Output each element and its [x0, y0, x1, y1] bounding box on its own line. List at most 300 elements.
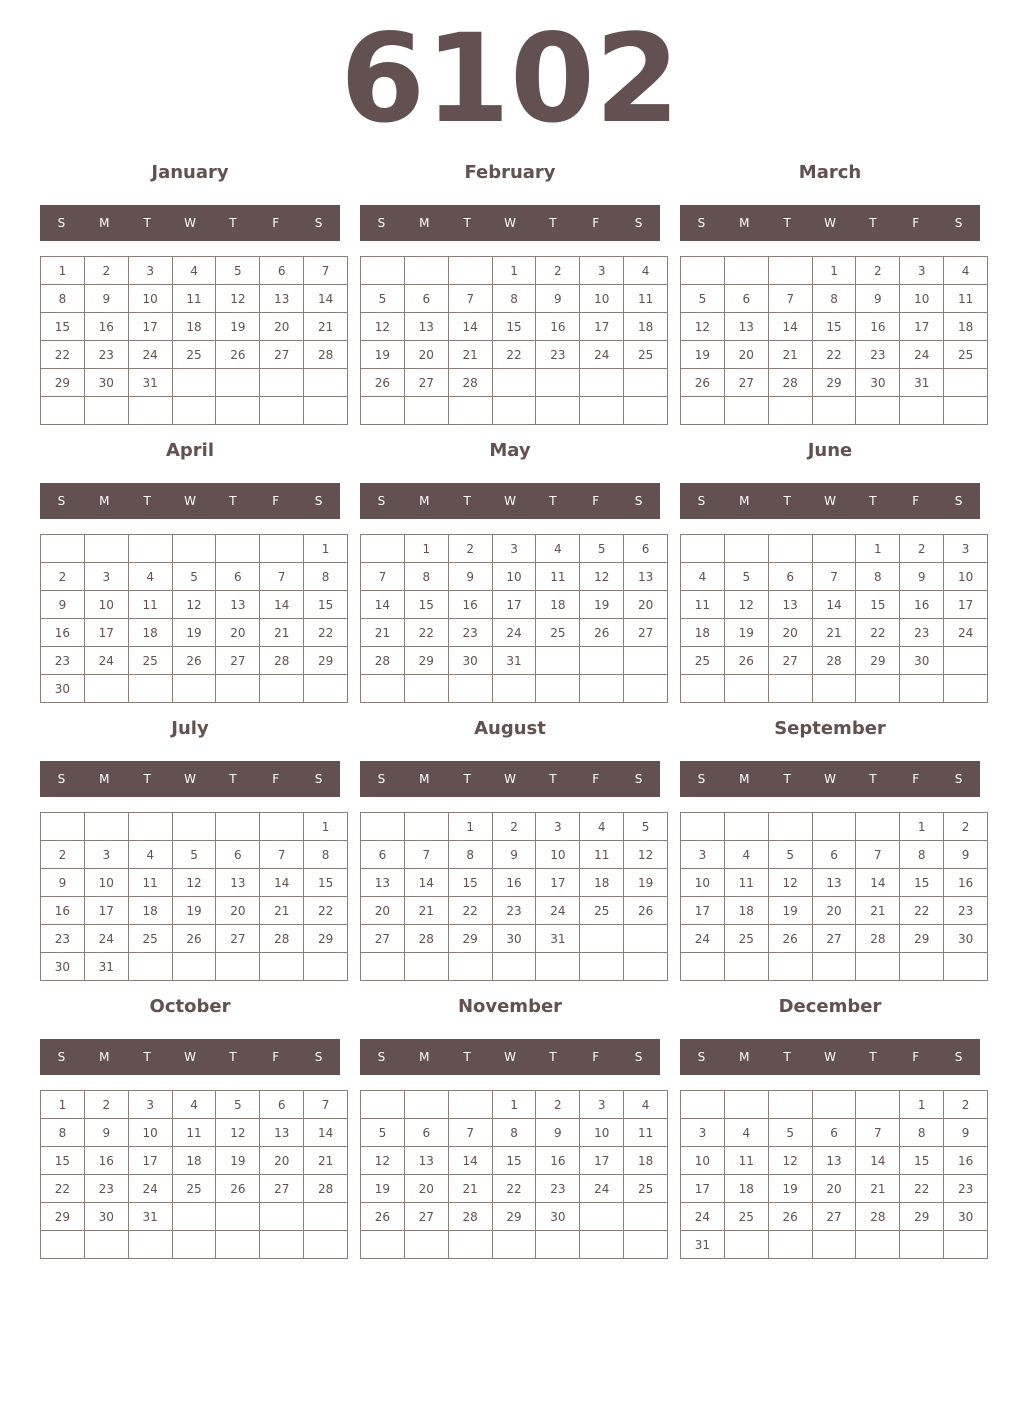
day-cell: 2 — [84, 1091, 128, 1119]
empty-day-cell — [624, 953, 668, 981]
empty-day-cell — [41, 1231, 85, 1259]
week-row — [361, 897, 668, 925]
day-cell: 13 — [812, 1147, 856, 1175]
day-cell: 18 — [172, 1147, 216, 1175]
empty-day-cell — [724, 953, 768, 981]
day-cell: 8 — [404, 563, 448, 591]
weekday-label: W — [184, 772, 196, 786]
empty-day-cell — [944, 397, 988, 425]
week-row — [41, 1175, 348, 1203]
day-cell: 21 — [768, 341, 812, 369]
weekday-label: F — [272, 494, 280, 508]
day-cell: 11 — [724, 869, 768, 897]
empty-day-cell — [41, 813, 85, 841]
month-name: January — [151, 162, 229, 183]
week-row — [41, 591, 348, 619]
empty-day-cell — [624, 1203, 668, 1231]
day-cell: 31 — [492, 647, 536, 675]
day-cell: 17 — [681, 897, 725, 925]
week-row — [361, 925, 668, 953]
day-cell: 16 — [41, 897, 85, 925]
weekday-label: W — [184, 1050, 196, 1064]
day-cell: 26 — [681, 369, 725, 397]
day-cell: 1 — [41, 1091, 85, 1119]
week-row — [361, 535, 668, 563]
empty-day-cell — [900, 953, 944, 981]
day-cell: 18 — [724, 897, 768, 925]
day-cell: 26 — [768, 925, 812, 953]
month-name: September — [774, 718, 886, 739]
day-cell: 14 — [304, 285, 348, 313]
month-name: December — [778, 996, 882, 1017]
empty-day-cell — [768, 535, 812, 563]
day-cell: 5 — [768, 841, 812, 869]
day-cell: 26 — [216, 1175, 260, 1203]
empty-day-cell — [492, 369, 536, 397]
day-cell: 19 — [768, 897, 812, 925]
day-cell: 19 — [216, 313, 260, 341]
day-cell: 24 — [536, 897, 580, 925]
day-cell: 29 — [304, 925, 348, 953]
day-cell: 6 — [361, 841, 405, 869]
day-cell: 31 — [536, 925, 580, 953]
day-cell: 21 — [856, 897, 900, 925]
day-cell: 1 — [812, 257, 856, 285]
day-cell: 5 — [624, 813, 668, 841]
day-grid — [360, 256, 668, 425]
day-cell: 28 — [768, 369, 812, 397]
day-cell: 30 — [448, 647, 492, 675]
day-cell: 16 — [84, 1147, 128, 1175]
empty-day-cell — [724, 257, 768, 285]
day-cell: 10 — [900, 285, 944, 313]
day-cell: 17 — [128, 1147, 172, 1175]
weekday-label: M — [419, 772, 430, 786]
empty-day-cell — [304, 369, 348, 397]
week-row — [681, 1203, 988, 1231]
day-cell: 11 — [681, 591, 725, 619]
weekday-label: S — [377, 216, 386, 230]
empty-day-cell — [448, 1091, 492, 1119]
day-cell: 20 — [216, 897, 260, 925]
day-cell: 11 — [624, 285, 668, 313]
day-cell: 10 — [580, 285, 624, 313]
day-cell: 14 — [260, 591, 304, 619]
day-cell: 29 — [856, 647, 900, 675]
day-cell: 20 — [404, 1175, 448, 1203]
weekday-label: S — [697, 216, 706, 230]
day-cell: 17 — [84, 619, 128, 647]
day-cell: 25 — [724, 925, 768, 953]
day-grid — [40, 812, 348, 981]
day-cell: 11 — [624, 1119, 668, 1147]
day-cell: 27 — [404, 1203, 448, 1231]
empty-day-cell — [404, 257, 448, 285]
day-cell: 27 — [216, 647, 260, 675]
day-cell: 21 — [361, 619, 405, 647]
day-cell: 9 — [41, 591, 85, 619]
empty-day-cell — [448, 397, 492, 425]
day-cell: 20 — [812, 1175, 856, 1203]
day-cell: 27 — [260, 1175, 304, 1203]
day-cell: 2 — [41, 841, 85, 869]
week-row — [41, 1203, 348, 1231]
day-cell: 6 — [260, 1091, 304, 1119]
day-cell: 3 — [580, 1091, 624, 1119]
empty-day-cell — [361, 1091, 405, 1119]
week-row — [681, 591, 988, 619]
empty-day-cell — [856, 1091, 900, 1119]
weekday-label: W — [184, 494, 196, 508]
day-cell: 26 — [624, 897, 668, 925]
day-cell: 28 — [304, 1175, 348, 1203]
day-cell: 13 — [216, 591, 260, 619]
day-cell: 20 — [361, 897, 405, 925]
day-cell: 20 — [768, 619, 812, 647]
day-cell: 7 — [856, 1119, 900, 1147]
weekday-label: S — [57, 1050, 66, 1064]
empty-day-cell — [856, 813, 900, 841]
day-cell: 12 — [624, 841, 668, 869]
day-cell: 7 — [260, 841, 304, 869]
week-row — [681, 257, 988, 285]
week-row — [41, 1147, 348, 1175]
week-row — [361, 341, 668, 369]
empty-day-cell — [624, 1231, 668, 1259]
empty-day-cell — [84, 813, 128, 841]
empty-day-cell — [900, 675, 944, 703]
day-cell: 2 — [944, 813, 988, 841]
day-cell: 16 — [492, 869, 536, 897]
empty-day-cell — [724, 813, 768, 841]
day-cell: 22 — [41, 341, 85, 369]
empty-day-cell — [404, 1091, 448, 1119]
day-cell: 6 — [812, 841, 856, 869]
empty-day-cell — [944, 647, 988, 675]
month-name: October — [149, 996, 231, 1017]
empty-day-cell — [172, 1231, 216, 1259]
week-row — [361, 953, 668, 981]
week-row — [41, 841, 348, 869]
day-cell: 4 — [944, 257, 988, 285]
week-row — [681, 397, 988, 425]
day-cell: 14 — [812, 591, 856, 619]
week-row — [361, 1119, 668, 1147]
day-cell: 25 — [944, 341, 988, 369]
week-row — [361, 619, 668, 647]
empty-day-cell — [681, 397, 725, 425]
day-cell: 21 — [260, 897, 304, 925]
day-cell: 19 — [216, 1147, 260, 1175]
month-name: August — [474, 718, 546, 739]
day-cell: 17 — [580, 313, 624, 341]
day-cell: 17 — [944, 591, 988, 619]
day-cell: 12 — [580, 563, 624, 591]
weekday-label: M — [419, 216, 430, 230]
weekday-label: T — [463, 216, 471, 230]
day-cell: 19 — [624, 869, 668, 897]
day-cell: 12 — [361, 313, 405, 341]
empty-day-cell — [724, 397, 768, 425]
day-cell: 14 — [361, 591, 405, 619]
day-cell: 15 — [492, 313, 536, 341]
day-cell: 8 — [304, 563, 348, 591]
day-cell: 3 — [900, 257, 944, 285]
weekday-label: T — [783, 216, 791, 230]
day-cell: 5 — [172, 563, 216, 591]
week-row — [41, 897, 348, 925]
weekday-label: M — [99, 772, 110, 786]
day-cell: 27 — [260, 341, 304, 369]
day-cell: 19 — [361, 1175, 405, 1203]
empty-day-cell — [304, 1203, 348, 1231]
weekday-header — [40, 205, 340, 241]
day-cell: 25 — [624, 341, 668, 369]
weekday-label: T — [869, 494, 877, 508]
day-cell: 10 — [681, 869, 725, 897]
day-grid — [680, 812, 988, 981]
weekday-header — [360, 483, 660, 519]
weekday-label: F — [592, 772, 600, 786]
day-cell: 13 — [216, 869, 260, 897]
empty-day-cell — [856, 1231, 900, 1259]
day-cell: 2 — [900, 535, 944, 563]
day-cell: 24 — [681, 925, 725, 953]
day-cell: 10 — [580, 1119, 624, 1147]
day-cell: 17 — [492, 591, 536, 619]
empty-day-cell — [41, 397, 85, 425]
empty-day-cell — [768, 813, 812, 841]
day-cell: 3 — [84, 841, 128, 869]
day-cell: 23 — [492, 897, 536, 925]
empty-day-cell — [216, 1203, 260, 1231]
day-cell: 17 — [84, 897, 128, 925]
day-cell: 24 — [84, 925, 128, 953]
day-cell: 13 — [404, 313, 448, 341]
day-cell: 22 — [41, 1175, 85, 1203]
day-cell: 4 — [128, 841, 172, 869]
day-cell: 26 — [724, 647, 768, 675]
month-name: March — [798, 162, 862, 183]
day-cell: 6 — [624, 535, 668, 563]
weekday-label: T — [549, 216, 557, 230]
empty-day-cell — [172, 675, 216, 703]
empty-day-cell — [128, 675, 172, 703]
empty-day-cell — [724, 1091, 768, 1119]
day-cell: 11 — [172, 285, 216, 313]
weekday-label: M — [99, 1050, 110, 1064]
day-cell: 7 — [361, 563, 405, 591]
day-cell: 13 — [260, 1119, 304, 1147]
day-cell: 31 — [128, 1203, 172, 1231]
day-cell: 18 — [128, 897, 172, 925]
empty-day-cell — [812, 1231, 856, 1259]
weekday-label: F — [592, 1050, 600, 1064]
day-grid — [360, 812, 668, 981]
day-cell: 16 — [900, 591, 944, 619]
day-cell: 19 — [172, 619, 216, 647]
empty-day-cell — [812, 953, 856, 981]
weekday-label: F — [272, 1050, 280, 1064]
week-row — [41, 1231, 348, 1259]
day-cell: 4 — [172, 1091, 216, 1119]
day-cell: 13 — [361, 869, 405, 897]
empty-day-cell — [216, 369, 260, 397]
day-cell: 28 — [448, 369, 492, 397]
day-cell: 21 — [856, 1175, 900, 1203]
week-row — [681, 869, 988, 897]
empty-day-cell — [681, 257, 725, 285]
empty-day-cell — [216, 813, 260, 841]
day-grid — [40, 256, 348, 425]
day-cell: 10 — [128, 285, 172, 313]
day-cell: 26 — [361, 1203, 405, 1231]
weekday-label: W — [824, 1050, 836, 1064]
weekday-label: T — [783, 772, 791, 786]
day-cell: 20 — [260, 1147, 304, 1175]
day-cell: 8 — [856, 563, 900, 591]
day-cell: 15 — [812, 313, 856, 341]
day-cell: 23 — [536, 1175, 580, 1203]
day-cell: 24 — [681, 1203, 725, 1231]
week-row — [361, 369, 668, 397]
day-cell: 5 — [361, 1119, 405, 1147]
month-name: February — [464, 162, 556, 183]
day-cell: 21 — [812, 619, 856, 647]
day-cell: 21 — [448, 341, 492, 369]
empty-day-cell — [216, 535, 260, 563]
day-cell: 5 — [681, 285, 725, 313]
day-grid — [360, 534, 668, 703]
empty-day-cell — [448, 953, 492, 981]
day-cell: 18 — [624, 1147, 668, 1175]
weekday-label: S — [697, 494, 706, 508]
weekday-label: S — [954, 494, 963, 508]
weekday-label: S — [314, 494, 323, 508]
day-cell: 22 — [492, 1175, 536, 1203]
empty-day-cell — [304, 1231, 348, 1259]
week-row — [41, 869, 348, 897]
day-cell: 18 — [580, 869, 624, 897]
day-cell: 11 — [128, 591, 172, 619]
day-cell: 11 — [580, 841, 624, 869]
empty-day-cell — [536, 397, 580, 425]
month-name: November — [457, 996, 563, 1017]
day-cell: 19 — [361, 341, 405, 369]
day-cell: 3 — [84, 563, 128, 591]
day-cell: 19 — [172, 897, 216, 925]
day-cell: 13 — [724, 313, 768, 341]
day-cell: 5 — [216, 1091, 260, 1119]
day-cell: 6 — [724, 285, 768, 313]
day-cell: 29 — [41, 1203, 85, 1231]
day-cell: 20 — [812, 897, 856, 925]
empty-day-cell — [624, 925, 668, 953]
weekday-header — [360, 761, 660, 797]
day-cell: 3 — [944, 535, 988, 563]
week-row — [41, 619, 348, 647]
weekday-label: F — [912, 216, 920, 230]
day-cell: 9 — [84, 1119, 128, 1147]
day-cell: 26 — [216, 341, 260, 369]
empty-day-cell — [172, 535, 216, 563]
week-row — [41, 925, 348, 953]
week-row — [681, 953, 988, 981]
day-cell: 20 — [624, 591, 668, 619]
empty-day-cell — [624, 369, 668, 397]
day-cell: 17 — [536, 869, 580, 897]
day-cell: 12 — [216, 285, 260, 313]
empty-day-cell — [580, 647, 624, 675]
week-row — [41, 813, 348, 841]
day-cell: 30 — [900, 647, 944, 675]
day-cell: 12 — [216, 1119, 260, 1147]
day-cell: 29 — [41, 369, 85, 397]
day-cell: 26 — [172, 647, 216, 675]
empty-day-cell — [216, 675, 260, 703]
day-cell: 21 — [304, 313, 348, 341]
weekday-label: M — [99, 216, 110, 230]
week-row — [681, 1091, 988, 1119]
day-cell: 11 — [724, 1147, 768, 1175]
weekday-label: M — [739, 216, 750, 230]
week-row — [41, 397, 348, 425]
day-cell: 23 — [944, 897, 988, 925]
weekday-label: T — [463, 1050, 471, 1064]
day-cell: 13 — [768, 591, 812, 619]
day-cell: 25 — [681, 647, 725, 675]
weekday-label: W — [504, 1050, 516, 1064]
day-cell: 7 — [304, 257, 348, 285]
weekday-label: S — [57, 216, 66, 230]
day-cell: 24 — [580, 1175, 624, 1203]
week-row — [361, 1175, 668, 1203]
week-row — [681, 1147, 988, 1175]
day-cell: 24 — [900, 341, 944, 369]
empty-day-cell — [84, 675, 128, 703]
day-cell: 28 — [856, 925, 900, 953]
weekday-label: S — [377, 772, 386, 786]
day-cell: 8 — [492, 1119, 536, 1147]
week-row — [681, 535, 988, 563]
day-cell: 9 — [944, 1119, 988, 1147]
day-cell: 11 — [944, 285, 988, 313]
day-cell: 23 — [536, 341, 580, 369]
day-cell: 12 — [768, 869, 812, 897]
empty-day-cell — [492, 953, 536, 981]
empty-day-cell — [304, 397, 348, 425]
day-cell: 10 — [492, 563, 536, 591]
day-cell: 5 — [724, 563, 768, 591]
week-row — [41, 257, 348, 285]
day-cell: 5 — [216, 257, 260, 285]
empty-day-cell — [681, 1091, 725, 1119]
day-cell: 15 — [304, 591, 348, 619]
weekday-label: S — [377, 494, 386, 508]
day-cell: 13 — [404, 1147, 448, 1175]
weekday-label: W — [504, 216, 516, 230]
empty-day-cell — [448, 675, 492, 703]
weekday-label: W — [824, 494, 836, 508]
week-row — [41, 563, 348, 591]
week-row — [681, 341, 988, 369]
day-cell: 8 — [812, 285, 856, 313]
day-cell: 17 — [900, 313, 944, 341]
day-cell: 20 — [404, 341, 448, 369]
day-cell: 1 — [492, 257, 536, 285]
day-cell: 15 — [41, 1147, 85, 1175]
empty-day-cell — [580, 1203, 624, 1231]
